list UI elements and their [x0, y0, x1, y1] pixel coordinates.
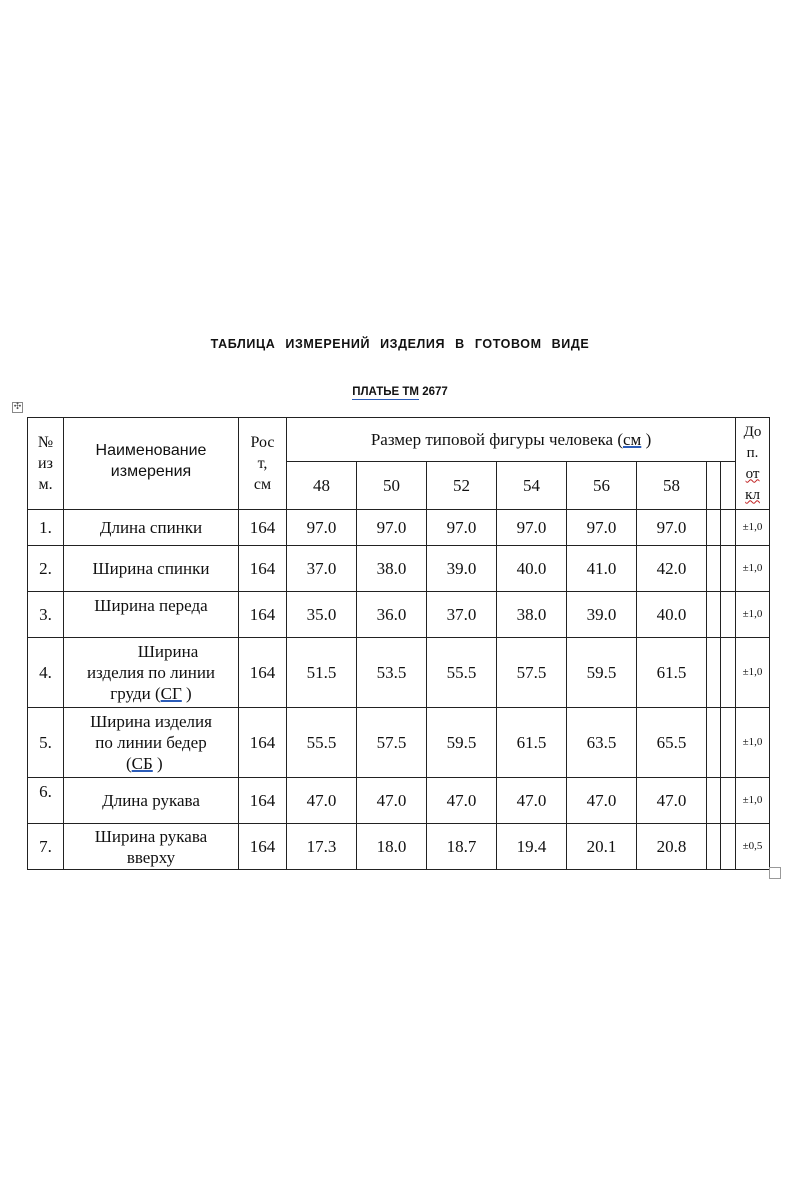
row-num: 3. [28, 592, 64, 638]
row-num: 7. [28, 824, 64, 870]
table-row [28, 638, 770, 708]
size-header: 52 [427, 462, 497, 510]
size-header: 54 [497, 462, 567, 510]
row-name: Длина спинки [64, 510, 239, 546]
row-value: 37.0 [427, 592, 497, 638]
row-value: 97.0 [637, 510, 707, 546]
empty-cell [721, 824, 736, 870]
row-name-part: ) [181, 684, 192, 703]
size-header: 56 [567, 462, 637, 510]
row-height: 164 [239, 824, 287, 870]
header-num-line: из [38, 455, 53, 472]
row-value: 59.5 [567, 638, 637, 708]
row-num: 1. [28, 510, 64, 546]
empty-cell [707, 824, 721, 870]
header-size-group [287, 418, 736, 462]
table-row [28, 592, 770, 638]
row-name-line: Ширина рукава [94, 826, 208, 846]
empty-cell [721, 592, 736, 638]
row-value: 55.5 [427, 638, 497, 708]
product-name: ПЛАТЬЕ ТМ [352, 386, 420, 398]
table-row [28, 546, 770, 592]
row-value: 39.0 [427, 546, 497, 592]
header-tol-line: До [743, 423, 762, 440]
row-value: 19.4 [497, 824, 567, 870]
header-height-line: см [253, 476, 272, 493]
empty-cell [721, 546, 736, 592]
row-num: 6. [28, 778, 64, 824]
row-value: 65.5 [637, 708, 707, 778]
document-title: ТАБЛИЦА ИЗМЕРЕНИЙ ИЗДЕЛИЯ В ГОТОВОМ ВИДЕ [210, 337, 590, 351]
header-num [28, 418, 64, 510]
row-value: 47.0 [497, 778, 567, 824]
empty-cell [707, 462, 721, 510]
row-value: 47.0 [567, 778, 637, 824]
size-header: 48 [287, 462, 357, 510]
row-value: 97.0 [427, 510, 497, 546]
row-value: 61.5 [497, 708, 567, 778]
row-height: 164 [239, 510, 287, 546]
row-value: 47.0 [637, 778, 707, 824]
empty-cell [721, 510, 736, 546]
row-value: 97.0 [357, 510, 427, 546]
row-name-part: ) [152, 754, 163, 773]
header-height [239, 418, 287, 510]
row-num: 5. [28, 708, 64, 778]
size-group-text: Размер типовой фигуры человека ( [370, 430, 623, 449]
row-value: 17.3 [287, 824, 357, 870]
row-value: 47.0 [357, 778, 427, 824]
header-tol-line: от [745, 465, 760, 482]
row-value: 42.0 [637, 546, 707, 592]
row-name-line: Ширина [137, 642, 199, 661]
table-row [28, 824, 770, 870]
row-value: 20.8 [637, 824, 707, 870]
row-name: Ширина спинки [64, 546, 239, 592]
header-name-line: измерения [110, 463, 192, 480]
row-tolerance: ±1,0 [736, 592, 770, 638]
row-value: 63.5 [567, 708, 637, 778]
row-value: 59.5 [427, 708, 497, 778]
table-row [28, 708, 770, 778]
row-value: 18.0 [357, 824, 427, 870]
row-value: 18.7 [427, 824, 497, 870]
row-value: 53.5 [357, 638, 427, 708]
row-value: 97.0 [497, 510, 567, 546]
row-height: 164 [239, 638, 287, 708]
empty-cell [707, 638, 721, 708]
row-name [64, 824, 239, 870]
header-num-line: № [37, 434, 54, 451]
row-num: 2. [28, 546, 64, 592]
empty-cell [707, 592, 721, 638]
empty-cell [721, 462, 736, 510]
row-name: Ширина переда [64, 592, 239, 638]
header-tol-line: п. [746, 444, 759, 461]
row-height: 164 [239, 592, 287, 638]
row-tolerance: ±1,0 [736, 546, 770, 592]
row-value: 36.0 [357, 592, 427, 638]
row-name-abbr: СГ [160, 684, 182, 703]
row-value: 97.0 [567, 510, 637, 546]
row-height: 164 [239, 708, 287, 778]
measurement-table [27, 417, 770, 870]
row-value: 37.0 [287, 546, 357, 592]
empty-cell [707, 510, 721, 546]
row-name-line: изделия по линии [86, 663, 216, 682]
row-name-part: груди ( [110, 684, 161, 703]
row-num: 4. [28, 638, 64, 708]
empty-cell [721, 708, 736, 778]
row-tolerance: ±1,0 [736, 510, 770, 546]
empty-cell [707, 708, 721, 778]
size-header: 50 [357, 462, 427, 510]
row-value: 38.0 [497, 592, 567, 638]
header-name [64, 418, 239, 510]
row-value: 38.0 [357, 546, 427, 592]
row-height: 164 [239, 546, 287, 592]
header-height-line: т, [257, 455, 268, 472]
row-name [64, 638, 239, 708]
row-tolerance: ±1,0 [736, 778, 770, 824]
row-value: 51.5 [287, 638, 357, 708]
empty-cell [721, 778, 736, 824]
empty-cell [707, 778, 721, 824]
row-value: 57.5 [497, 638, 567, 708]
product-number: 2677 [422, 386, 448, 398]
row-value: 47.0 [287, 778, 357, 824]
row-value: 57.5 [357, 708, 427, 778]
row-value: 47.0 [427, 778, 497, 824]
header-tol-line: кл [745, 486, 760, 503]
row-value: 40.0 [637, 592, 707, 638]
row-name-line: Ширина изделия [90, 712, 212, 731]
row-value: 39.0 [567, 592, 637, 638]
row-tolerance: ±1,0 [736, 708, 770, 778]
row-value: 61.5 [637, 638, 707, 708]
row-value: 35.0 [287, 592, 357, 638]
row-height: 164 [239, 778, 287, 824]
row-tolerance: ±1,0 [736, 638, 770, 708]
row-value: 41.0 [567, 546, 637, 592]
row-name-abbr: СБ [131, 754, 153, 773]
row-value: 97.0 [287, 510, 357, 546]
row-value: 40.0 [497, 546, 567, 592]
header-num-line: м. [38, 476, 53, 493]
row-name-part: ( [126, 754, 132, 773]
header-name-line: Наименование [95, 442, 207, 459]
table-resize-handle[interactable] [769, 867, 781, 879]
table-row [28, 510, 770, 546]
row-tolerance: ±0,5 [736, 824, 770, 870]
document-subtitle [0, 386, 800, 398]
size-group-close: ) [641, 430, 652, 449]
size-group-unit: см [623, 430, 642, 449]
empty-cell [721, 638, 736, 708]
header-tolerance [736, 418, 770, 510]
row-name-line: вверху [126, 847, 176, 867]
table-move-handle-icon[interactable]: ✣ [13, 402, 22, 412]
row-name-line: по линии бедер [95, 733, 207, 752]
row-value: 55.5 [287, 708, 357, 778]
row-value: 20.1 [567, 824, 637, 870]
row-name: Длина рукава [64, 778, 239, 824]
empty-cell [707, 546, 721, 592]
table-row [28, 778, 770, 824]
row-name [64, 708, 239, 778]
header-height-line: Рос [250, 434, 275, 451]
size-header: 58 [637, 462, 707, 510]
